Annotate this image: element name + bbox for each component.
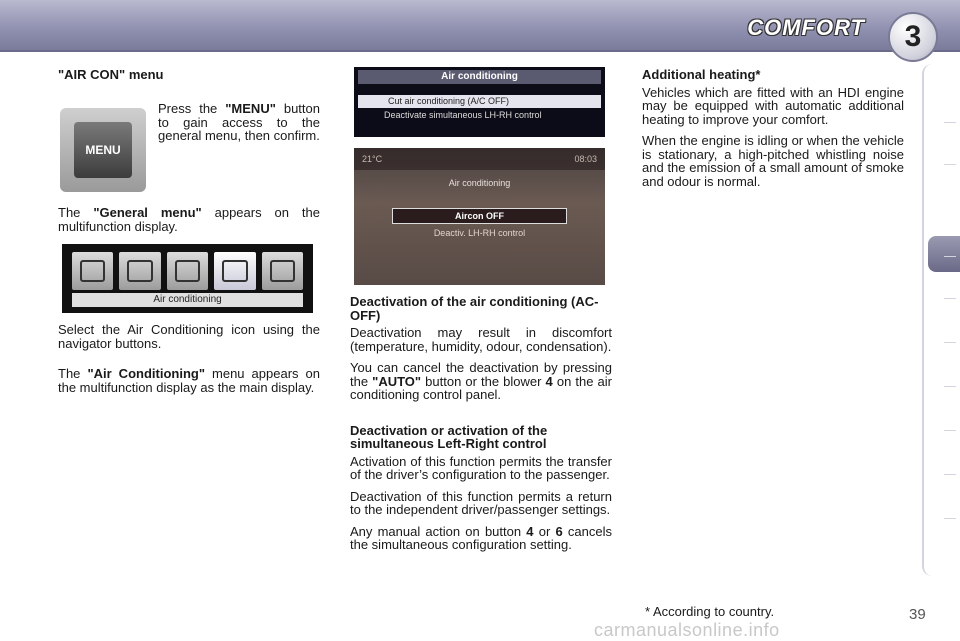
column-air-con-menu [58, 68, 320, 86]
left-right-heading: Deactivation or activation of the simultaneous Left-Right control [350, 422, 548, 451]
chapter-tabs [922, 64, 960, 576]
column-additional-heating [642, 68, 904, 196]
tab-divider [944, 430, 956, 431]
general-menu-key-text: "General menu" [93, 205, 202, 220]
ac-menu-item-cut: Cut air conditioning (A/C OFF) [358, 95, 601, 108]
text: button to gain access to the general menu, then confirm. [158, 101, 320, 143]
air-conditioning-menu-paragraph [58, 367, 320, 402]
text: cancels the simultaneous configuration setting. [350, 523, 612, 552]
text: on the air conditioning control panel. [350, 373, 612, 402]
fuel-icon [119, 252, 160, 290]
text: Any manual action on button [350, 523, 527, 539]
text: You can cancel the deactivation by pressing the [350, 360, 612, 389]
air-conditioning-icon [214, 252, 255, 290]
column-deactivation [350, 295, 612, 560]
display-item-lhrh: Deactiv. LH-RH control [433, 228, 526, 238]
ac-off-paragraph-2 [350, 361, 612, 402]
tab-divider [944, 518, 956, 519]
general-menu-icons [72, 252, 303, 290]
text: button or the blower [421, 373, 546, 389]
text: The [58, 366, 88, 381]
page-number: 39 [909, 606, 926, 623]
display-temperature: 21°C [362, 154, 383, 164]
display-clock: 08:03 [574, 154, 597, 164]
press-menu-paragraph [158, 102, 320, 143]
additional-heating-heading: Additional heating* [642, 67, 761, 82]
general-menu-selected-label: Air conditioning [72, 293, 303, 307]
left-right-paragraph-2: Deactivation of this function permits a return to the independent driver/passenger settings. [350, 488, 612, 517]
page-header [0, 0, 960, 52]
select-text: Select the Air Conditioning icon using the navigator buttons. [58, 322, 320, 351]
display-photo [354, 148, 605, 285]
tab-divider [944, 386, 956, 387]
air-conditioning-menu-screen [354, 67, 605, 137]
text: The [58, 205, 94, 220]
display-selected-item: Aircon OFF [392, 208, 567, 224]
general-menu-paragraph [58, 206, 320, 241]
blower-number: 4 [545, 373, 553, 389]
audio-icon [72, 252, 113, 290]
phone-icon [262, 252, 303, 290]
display-title: Air conditioning [448, 178, 511, 188]
tab-divider [944, 122, 956, 123]
chapter-tab-active[interactable] [928, 236, 960, 272]
auto-key-text: "AUTO" [372, 373, 422, 389]
settings-icon [167, 252, 208, 290]
left-right-paragraph-3 [350, 525, 612, 552]
footnote: * According to country. [645, 604, 775, 619]
air-conditioning-key-text: "Air Conditioning" [87, 366, 205, 381]
menu-button-photo [60, 108, 146, 192]
watermark: carmanualsonline.info [594, 620, 780, 640]
tab-divider [944, 256, 956, 257]
button-number: 6 [555, 523, 563, 539]
display-status-bar [354, 148, 605, 170]
tab-divider [944, 342, 956, 343]
ac-off-paragraph-1: Deactivation may result in discomfort (temperature, humidity, odour, condensation). [350, 325, 612, 354]
additional-heating-paragraph-1: Vehicles which are fitted with an HDI engine may be equipped with automatic additional heating to improve your comfort. [642, 84, 904, 127]
tab-divider [944, 298, 956, 299]
text: appears on the multifunction display. [58, 205, 320, 234]
additional-heating-paragraph-2: When the engine is idling or when the vehicle is stationary, a high-pitched whistling noise and the emission of a small amount of smoke and odour is normal. [642, 133, 904, 189]
select-icon-paragraph [58, 323, 320, 358]
air-con-menu-heading: "AIR CON" menu [58, 67, 164, 82]
text: menu appears on the multifunction display as the main display. [58, 366, 321, 395]
section-title: COMFORT [747, 15, 865, 40]
text: Press the [158, 101, 226, 116]
tab-divider [944, 474, 956, 475]
menu-button-label: MENU [74, 122, 132, 178]
text: or [533, 523, 556, 539]
left-right-paragraph-1: Activation of this function permits the transfer of the driver’s configuration to the passenger. [350, 453, 612, 482]
ac-off-heading: Deactivation of the air conditioning (AC-OFF) [350, 294, 599, 323]
ac-menu-item-deactivate: Deactivate simultaneous LH-RH control [384, 110, 542, 120]
chapter-badge: 3 [888, 12, 938, 62]
general-menu-screen [62, 244, 313, 313]
ac-menu-title: Air conditioning [358, 70, 601, 84]
tab-divider [944, 164, 956, 165]
menu-key-text: "MENU" [225, 101, 276, 116]
button-number: 4 [526, 523, 534, 539]
